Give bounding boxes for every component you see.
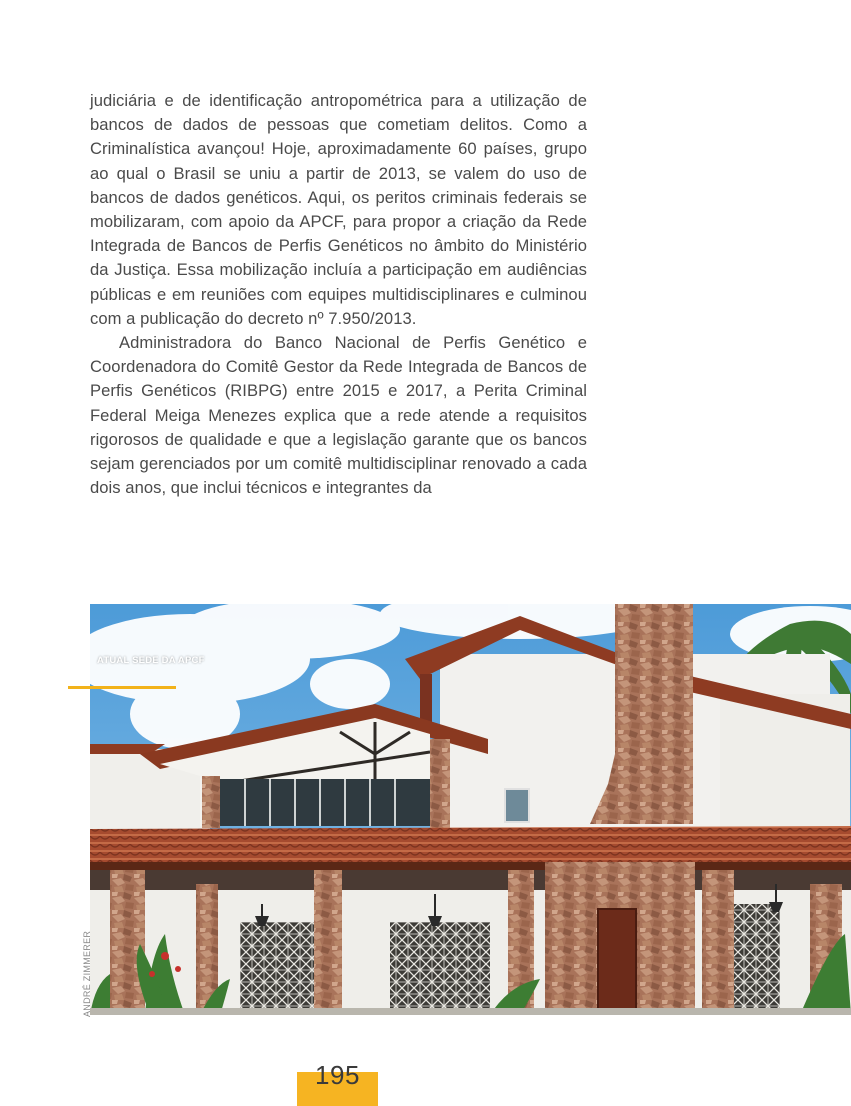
article-paragraph-1: judiciária e de identificação antropométrica para a utilização de bancos de dados de pessoas que cometiam delitos. Como a Criminalística avançou! Hoje, aproximadamente 60 países, grupo ao qual o Brasil se uniu a partir de 2013, se valem do uso de bancos de dados genéticos. Aqui, os peritos criminais federais se mobilizaram, com apoio da APCF, para propor a criação da Rede Integrada de Bancos de Perfis Genéticos no âmbito do Ministério da Justiça. Essa mobilização incluía a participação em audiências públicas e em reuniões com equipes multidisciplinares e culminou com a publicação do decreto nº 7.950/2013. — [90, 91, 587, 328]
article-body — [90, 89, 587, 500]
article-paragraph-2: Administradora do Banco Nacional de Perfis Genético e Coordenadora do Comitê Gestor da Rede Integrada de Bancos de Perfis Genéticos (RIBPG) entre 2015 e 2017, a Perita Criminal Federal Meiga Menezes explica que a rede atende a requisitos rigorosos de qualidade e que a legislação garante que os bancos sejam gerenciados por um comitê multidisciplinar renovado a cada dois anos, que inclui técnicos e integrantes da — [90, 333, 587, 498]
page-number: 195 — [315, 1060, 360, 1090]
photo-caption: ATUAL SEDE DA APCF — [97, 655, 205, 666]
photo-credit: ANDRÉ ZIMMERER — [82, 930, 92, 1017]
caption-accent-rule — [68, 686, 176, 689]
